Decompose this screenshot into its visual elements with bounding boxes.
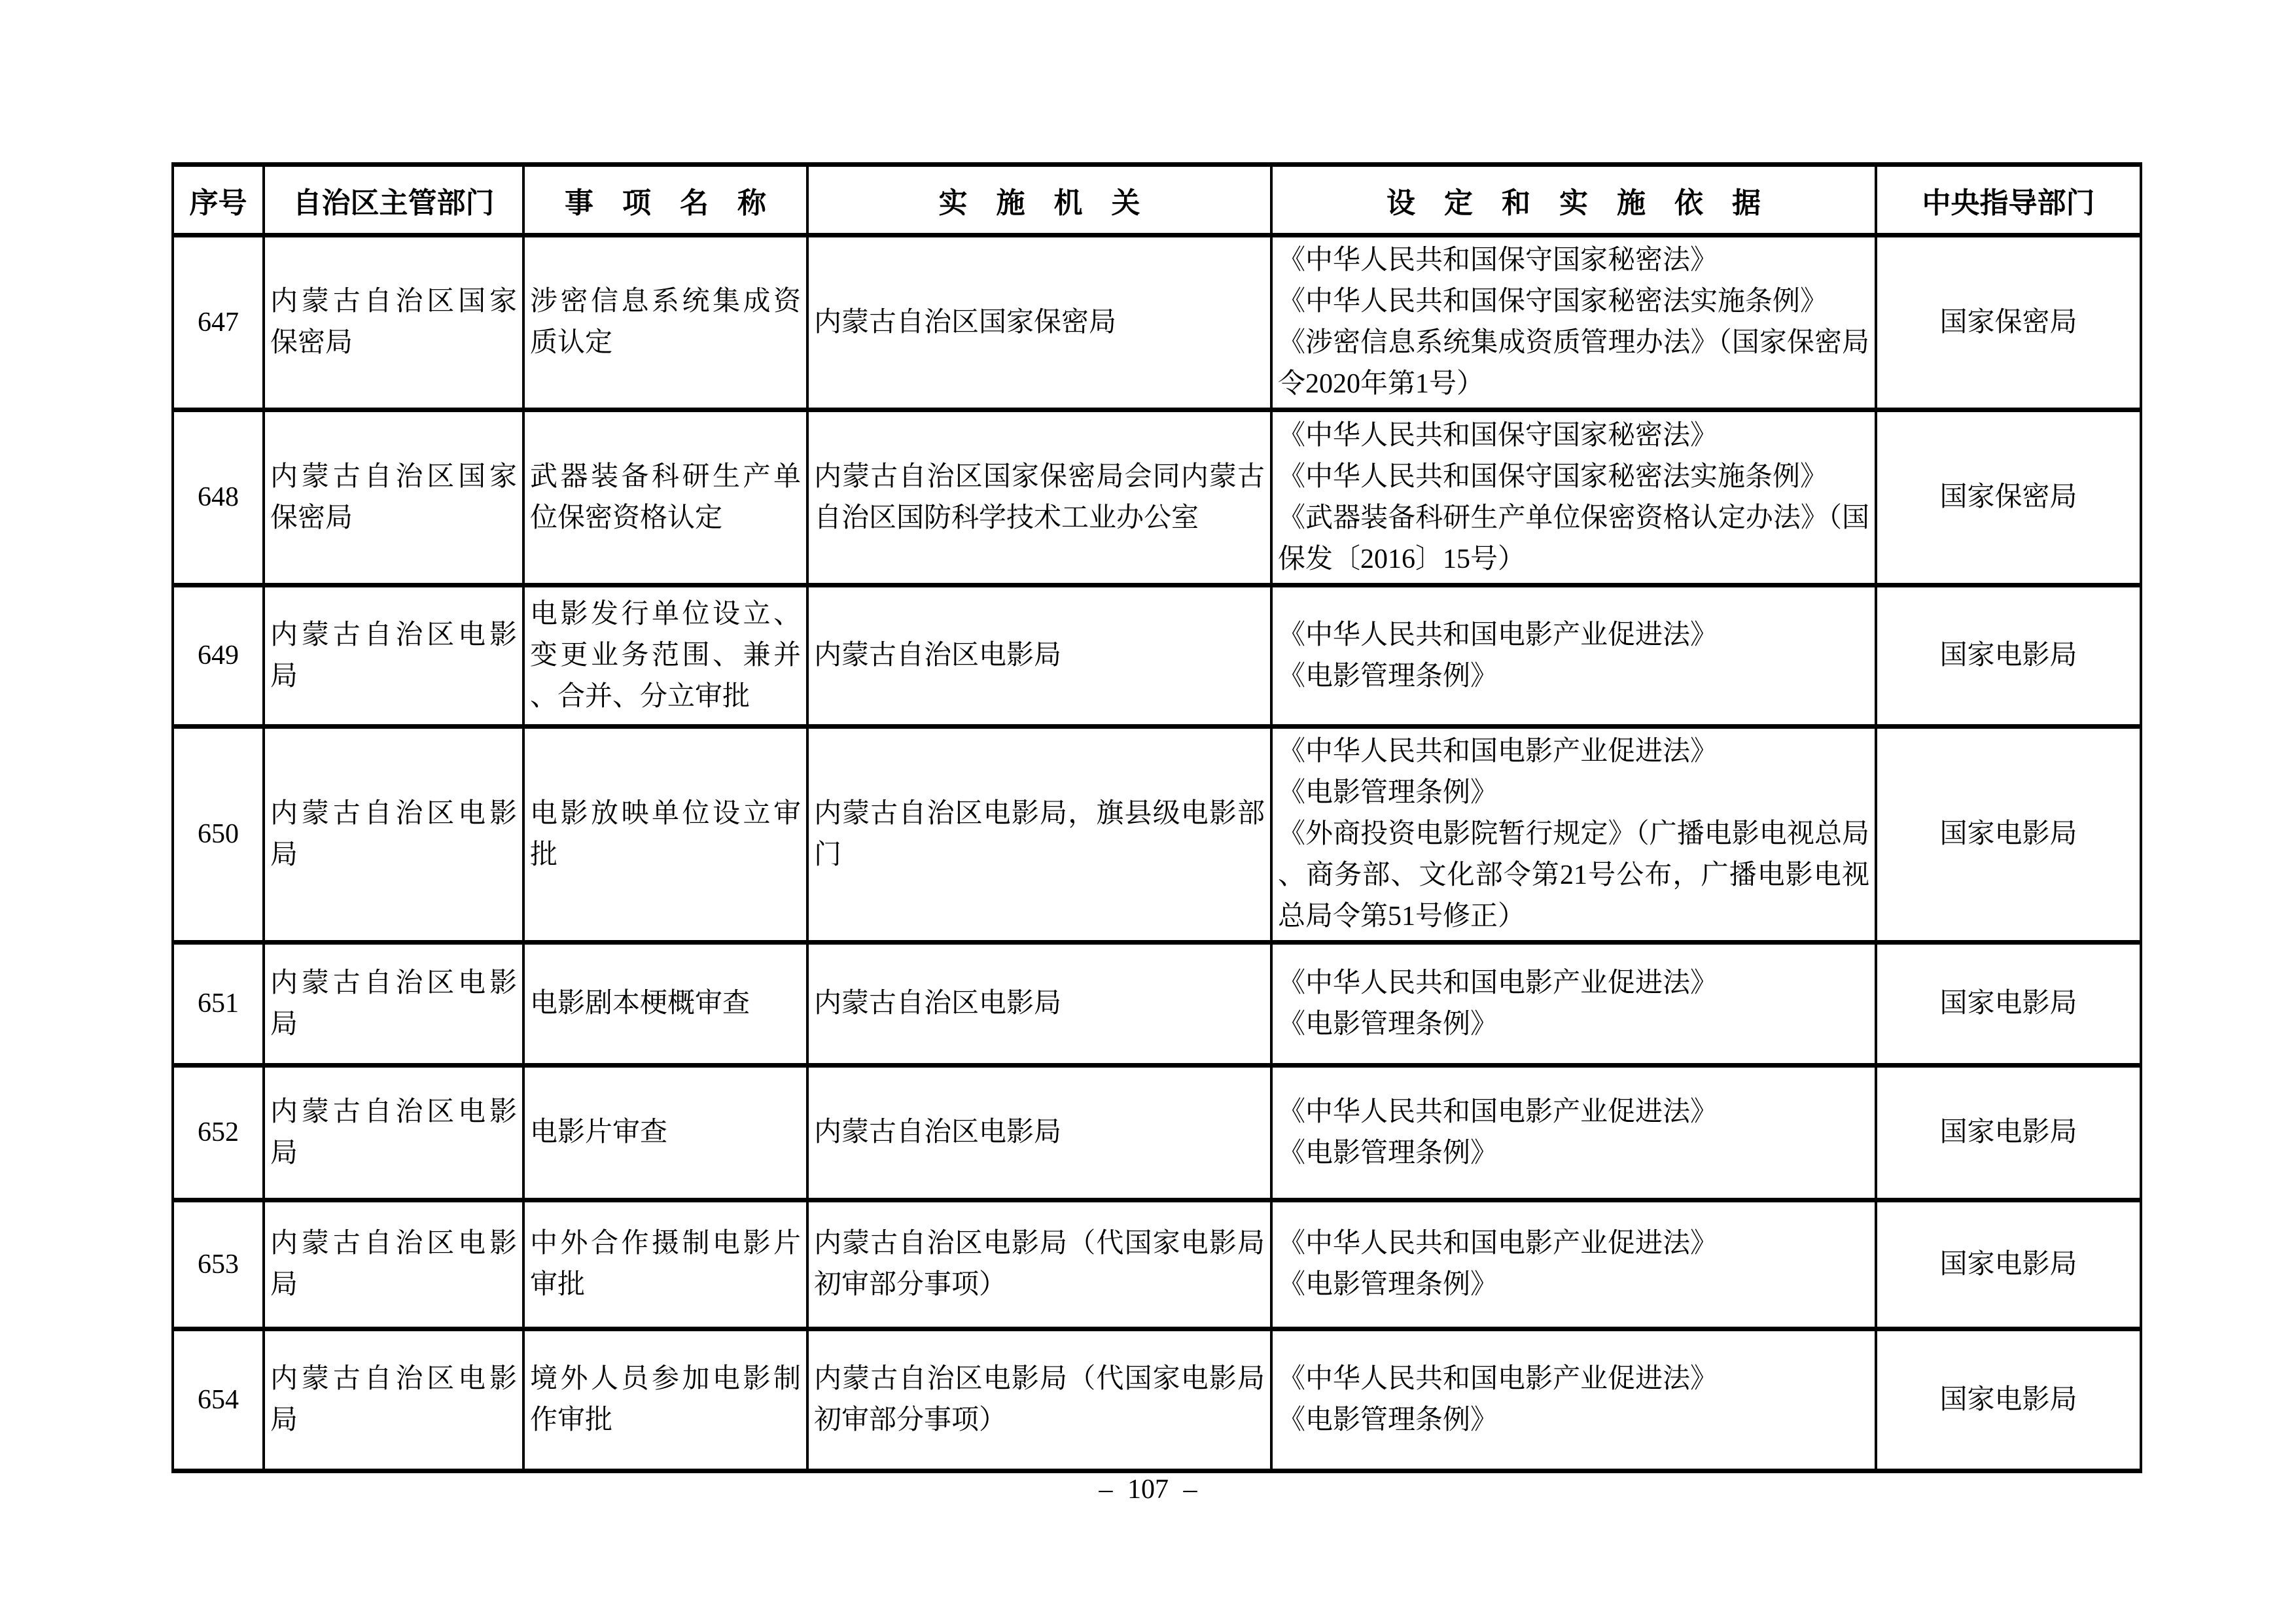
cell-index: 654 xyxy=(173,1329,264,1471)
cell-central-dept: 国家保密局 xyxy=(1876,410,2141,585)
cell-impl-agency: 内蒙古自治区电影局，旗县级电影部门 xyxy=(807,727,1271,943)
cell-item-name: 武器装备科研生产单位保密资格认定 xyxy=(523,410,807,585)
cell-legal-basis xyxy=(1271,585,1876,727)
cell-central-dept: 国家电影局 xyxy=(1876,1066,2141,1200)
basis-line: 《电影管理条例》 xyxy=(1278,1270,1498,1300)
cell-impl-agency: 内蒙古自治区电影局 xyxy=(807,943,1271,1066)
col-header-legal-basis: 设 定 和 实 施 依 据 xyxy=(1271,165,1876,236)
cell-legal-basis xyxy=(1271,1329,1876,1471)
cell-impl-agency: 内蒙古自治区电影局（代国家电影局初审部分事项） xyxy=(807,1200,1271,1329)
basis-line: 《电影管理条例》 xyxy=(1278,661,1498,691)
basis-line: 《中华人民共和国电影产业促进法》 xyxy=(1278,1096,1718,1127)
cell-region-dept: 内蒙古自治区电影局 xyxy=(264,1329,523,1471)
cell-index: 649 xyxy=(173,585,264,727)
cell-impl-agency: 内蒙古自治区国家保密局会同内蒙古自治区国防科学技术工业办公室 xyxy=(807,410,1271,585)
basis-line: 《中华人民共和国保守国家秘密法》 xyxy=(1278,245,1718,275)
table-body xyxy=(173,236,2141,1471)
cell-region-dept: 内蒙古自治区电影局 xyxy=(264,585,523,727)
cell-item-name: 电影剧本梗概审查 xyxy=(523,943,807,1066)
cell-item-name: 境外人员参加电影制作审批 xyxy=(523,1329,807,1471)
cell-index: 650 xyxy=(173,727,264,943)
cell-region-dept: 内蒙古自治区国家保密局 xyxy=(264,410,523,585)
cell-item-name: 电影放映单位设立审批 xyxy=(523,727,807,943)
table-row xyxy=(173,236,2141,410)
col-header-central-dept: 中央指导部门 xyxy=(1876,165,2141,236)
col-header-item-name: 事 项 名 称 xyxy=(523,165,807,236)
cell-index: 653 xyxy=(173,1200,264,1329)
cell-legal-basis xyxy=(1271,410,1876,585)
cell-region-dept: 内蒙古自治区电影局 xyxy=(264,727,523,943)
basis-line: 《中华人民共和国电影产业促进法》 xyxy=(1278,1229,1718,1259)
cell-index: 651 xyxy=(173,943,264,1066)
basis-line: 《外商投资电影院暂行规定》（广播电影电视总局、商务部、文化部令第21号公布，广播电影电视总局令第51号修正） xyxy=(1278,819,1869,932)
cell-central-dept: 国家电影局 xyxy=(1876,943,2141,1066)
col-header-index: 序号 xyxy=(173,165,264,236)
table-row xyxy=(173,1200,2141,1329)
basis-line: 《中华人民共和国电影产业促进法》 xyxy=(1278,968,1718,998)
cell-index: 648 xyxy=(173,410,264,585)
cell-item-name: 电影发行单位设立、变更业务范围、兼并、合并、分立审批 xyxy=(523,585,807,727)
table-row xyxy=(173,410,2141,585)
cell-region-dept: 内蒙古自治区电影局 xyxy=(264,1066,523,1200)
cell-region-dept: 内蒙古自治区电影局 xyxy=(264,943,523,1066)
cell-index: 647 xyxy=(173,236,264,410)
cell-region-dept: 内蒙古自治区电影局 xyxy=(264,1200,523,1329)
basis-line: 《电影管理条例》 xyxy=(1278,1138,1498,1168)
cell-region-dept: 内蒙古自治区国家保密局 xyxy=(264,236,523,410)
table-row xyxy=(173,1329,2141,1471)
basis-line: 《中华人民共和国电影产业促进法》 xyxy=(1278,737,1718,767)
basis-line: 《电影管理条例》 xyxy=(1278,1009,1498,1039)
cell-index: 652 xyxy=(173,1066,264,1200)
cell-legal-basis xyxy=(1271,1066,1876,1200)
table-row xyxy=(173,585,2141,727)
table-row xyxy=(173,727,2141,943)
approval-items-table xyxy=(171,162,2142,1473)
cell-central-dept: 国家电影局 xyxy=(1876,1329,2141,1471)
header-row xyxy=(173,165,2141,236)
cell-legal-basis xyxy=(1271,1200,1876,1329)
basis-line: 《中华人民共和国电影产业促进法》 xyxy=(1278,1364,1718,1394)
basis-line: 《电影管理条例》 xyxy=(1278,1405,1498,1435)
cell-legal-basis xyxy=(1271,236,1876,410)
basis-line: 《中华人民共和国电影产业促进法》 xyxy=(1278,620,1718,650)
cell-legal-basis xyxy=(1271,943,1876,1066)
basis-line: 《武器装备科研生产单位保密资格认定办法》（国保发〔2016〕15号） xyxy=(1278,502,1869,574)
col-header-impl-agency: 实 施 机 关 xyxy=(807,165,1271,236)
basis-line: 《中华人民共和国保守国家秘密法》 xyxy=(1278,420,1718,451)
basis-line: 《电影管理条例》 xyxy=(1278,778,1498,808)
cell-central-dept: 国家保密局 xyxy=(1876,236,2141,410)
cell-item-name: 涉密信息系统集成资质认定 xyxy=(523,236,807,410)
col-header-region-dept: 自治区主管部门 xyxy=(264,165,523,236)
cell-impl-agency: 内蒙古自治区国家保密局 xyxy=(807,236,1271,410)
table-row xyxy=(173,943,2141,1066)
basis-line: 《中华人民共和国保守国家秘密法实施条例》 xyxy=(1278,287,1828,317)
basis-line: 《涉密信息系统集成资质管理办法》（国家保密局令2020年第1号） xyxy=(1278,328,1869,399)
page-number: – 107 – xyxy=(1099,1475,1197,1505)
cell-impl-agency: 内蒙古自治区电影局 xyxy=(807,1066,1271,1200)
table-header xyxy=(173,165,2141,236)
cell-central-dept: 国家电影局 xyxy=(1876,1200,2141,1329)
table-row xyxy=(173,1066,2141,1200)
cell-legal-basis xyxy=(1271,727,1876,943)
cell-item-name: 中外合作摄制电影片审批 xyxy=(523,1200,807,1329)
cell-item-name: 电影片审查 xyxy=(523,1066,807,1200)
cell-impl-agency: 内蒙古自治区电影局 xyxy=(807,585,1271,727)
cell-central-dept: 国家电影局 xyxy=(1876,727,2141,943)
cell-central-dept: 国家电影局 xyxy=(1876,585,2141,727)
cell-impl-agency: 内蒙古自治区电影局（代国家电影局初审部分事项） xyxy=(807,1329,1271,1471)
basis-line: 《中华人民共和国保守国家秘密法实施条例》 xyxy=(1278,461,1828,492)
